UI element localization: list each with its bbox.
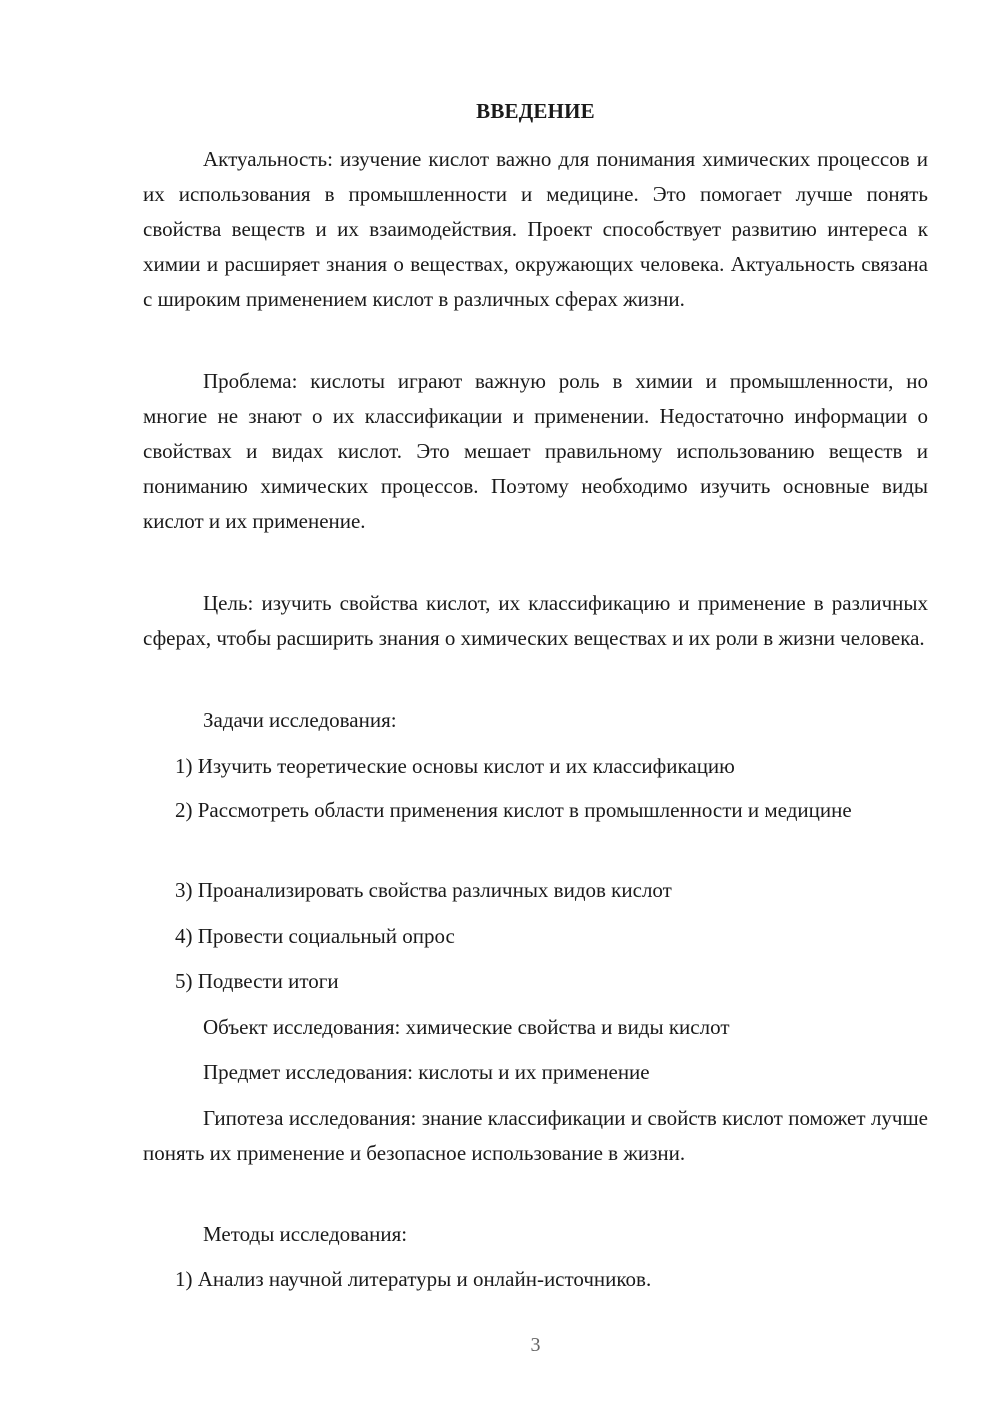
method-item-1: 1) Анализ научной литературы и онлайн-источников.: [175, 1267, 652, 1291]
task-item-4: 4) Провести социальный опрос: [175, 924, 455, 948]
page-title: ВВЕДЕНИЕ: [476, 99, 595, 123]
paragraph-goal: Цель: изучить свойства кислот, их классификацию и применение в различных сферах, чтобы расширить знания о химических веществах и их роли в жизни человека.: [143, 591, 928, 650]
tasks-heading: Задачи исследования:: [203, 708, 397, 732]
document-page: [143, 0, 928, 1414]
task-item-2: 2) Рассмотреть области применения кислот в промышленности и медицине: [175, 798, 852, 822]
methods-heading: Методы исследования:: [203, 1222, 408, 1246]
paragraph-relevance: Актуальность: изучение кислот важно для понимания химических процессов и их использования в промышленности и медицине. Это помогает лучше понять свойства веществ и их взаимодействия. Проект способствует развитию интереса к химии и расширяет знания о веществах, окружающих человека. Актуальность связана с широким применением кислот в различных сферах жизни.: [143, 147, 928, 311]
paragraph-subject: Предмет исследования: кислоты и их применение: [203, 1060, 650, 1084]
paragraph-hypothesis: Гипотеза исследования: знание классификации и свойств кислот поможет лучше понять их применение и безопасное использование в жизни.: [143, 1106, 928, 1165]
task-item-5: 5) Подвести итоги: [175, 969, 339, 993]
task-item-3: 3) Проанализировать свойства различных видов кислот: [175, 878, 672, 902]
page-number: 3: [530, 1334, 541, 1356]
paragraph-object: Объект исследования: химические свойства и виды кислот: [203, 1015, 730, 1039]
paragraph-problem: Проблема: кислоты играют важную роль в химии и промышленности, но многие не знают о их классификации и применении. Недостаточно информации о свойствах и видах кислот. Это мешает правильному использованию веществ и пониманию химических процессов. Поэтому необходимо изучить основные виды кислот и их применение.: [143, 369, 928, 533]
task-item-1: 1) Изучить теоретические основы кислот и их классификацию: [175, 754, 735, 778]
